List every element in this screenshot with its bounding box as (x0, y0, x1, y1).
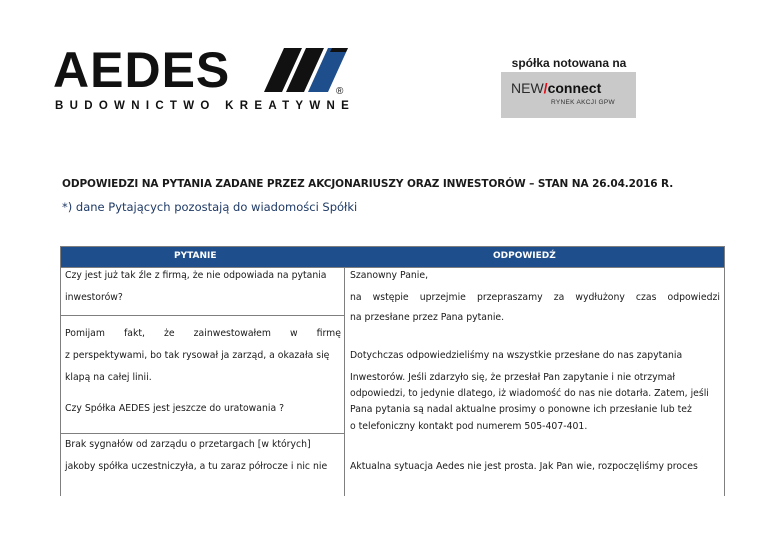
aedes-logo-subtitle: BUDOWNICTWO KREATYWNE (55, 100, 356, 112)
question-2-line-1 (65, 328, 341, 339)
answer-1-word: na (350, 292, 362, 303)
question-1-text: Czy jest już tak źle z firmą, że nie odpowiada na pytania (65, 270, 327, 281)
answer-2-line-4: Pana pytania są nadal aktualne prosimy o ponowne ich przesłanie lub też (350, 404, 692, 415)
newconnect-wordmark (511, 80, 601, 96)
question-row-divider (61, 315, 345, 316)
answer-1-word: przepraszamy (476, 292, 543, 303)
qa-table-header (61, 246, 724, 268)
answer-2-line-3: odpowiedzi, to jedynie dlatego, iż wiadomość do nas nie dotarła. Zatem, jeśli (350, 388, 709, 399)
question-2-line-2: z perspektywami, bo tak rysował ja zarząd, a okazała się (65, 350, 330, 361)
answer-1-word: uprzejmie (419, 292, 466, 303)
question-4-line-2: jakoby spółka uczestniczyła, a tu zaraz półrocze i nic nie (65, 461, 328, 472)
aedes-logo-word: AEDES (53, 42, 231, 98)
answer-1-word: wstępie (372, 292, 409, 303)
question-2-word: w (290, 328, 298, 339)
question-row-divider (61, 433, 345, 434)
registered-mark: ® (336, 86, 344, 97)
question-2-word: że (164, 328, 175, 339)
answer-2-line-2: Inwestorów. Jeśli zdarzyło się, że przesłał Pan zapytanie i nie otrzymał (350, 372, 676, 383)
newconnect-slash: / (543, 80, 548, 96)
newconnect-subtitle: RYNEK AKCJI GPW (551, 99, 615, 106)
question-2-word: zainwestowałem (193, 328, 271, 339)
answer-3-line-1: Aktualna sytuacja Aedes nie jest prosta. Jak Pan wie, rozpoczęliśmy proces (350, 461, 698, 472)
answer-1-line-1 (350, 292, 720, 303)
newconnect-logo (498, 54, 640, 120)
document-title: ODPOWIEDZI NA PYTANIA ZADANE PRZEZ AKCJONARIUSZY ORAZ INWESTORÓW – STAN NA 26.04.2016 R. (62, 178, 674, 190)
question-1-line-2: inwestorów? (65, 292, 123, 303)
answer-1-greeting: Szanowny Panie, (350, 270, 429, 281)
answer-1-line-2: na przesłane przez Pana pytanie. (350, 312, 505, 323)
newconnect-connect: connect (547, 80, 602, 96)
document-note: *) dane Pytających pozostają do wiadomości Spółki (62, 200, 358, 214)
answer-2-line-5: o telefoniczny kontakt pod numerem 505-407-401. (350, 421, 588, 432)
answer-2-line-1: Dotychczas odpowiedzieliśmy na wszystkie przesłane do nas zapytania (350, 350, 683, 361)
answer-1-word: czas (635, 292, 657, 303)
column-divider (344, 268, 345, 496)
question-4-line-1: Brak sygnałów od zarządu o przetargach [w których] (65, 439, 311, 450)
answer-column-header: ODPOWIEDŹ (493, 251, 556, 261)
question-column-header: PYTANIE (174, 251, 217, 261)
question-2-line-3: klapą na całej linii. (65, 372, 152, 383)
question-2-word: firmę (316, 328, 341, 339)
question-2-word: fakt, (124, 328, 145, 339)
answer-1-word: odpowiedzi (667, 292, 720, 303)
question-1-line-1 (65, 270, 341, 281)
qa-table (60, 246, 725, 496)
aedes-logo (44, 40, 356, 118)
newconnect-badge (501, 72, 636, 118)
newconnect-new: NEW (511, 80, 544, 96)
answer-1-word: za (553, 292, 565, 303)
question-3: Czy Spółka AEDES jest jeszcze do uratowania ? (65, 403, 285, 414)
answer-1-word: wydłużony (575, 292, 625, 303)
question-2-word: Pomijam (65, 328, 105, 339)
newconnect-tagline: spółka notowana na (511, 56, 627, 70)
